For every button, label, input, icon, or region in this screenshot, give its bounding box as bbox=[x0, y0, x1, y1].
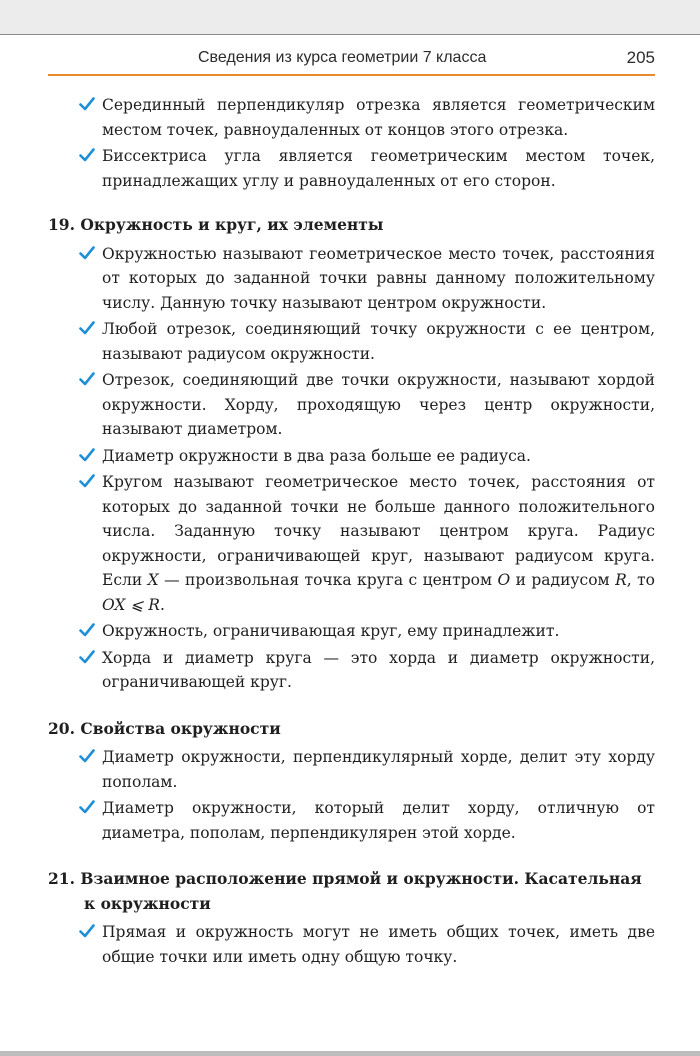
math-middle: — произвольная точка круга с центром bbox=[164, 571, 493, 589]
viewer-top-bar bbox=[0, 0, 700, 35]
math-var-x: X bbox=[147, 571, 159, 589]
math-prefix: Если bbox=[102, 571, 143, 589]
item-text: Диаметр окружности в два раза больше ее радиуса. bbox=[102, 446, 531, 465]
checkmark-icon bbox=[79, 473, 95, 489]
math-var-r: R bbox=[615, 571, 627, 589]
checkmark-icon bbox=[79, 799, 95, 815]
math-relation: OX ⩽ R bbox=[102, 595, 160, 614]
checkmark-icon bbox=[79, 923, 95, 939]
list-item bbox=[48, 317, 655, 366]
checkmark-icon bbox=[79, 622, 95, 638]
checkmark-icon bbox=[79, 371, 95, 387]
list-item bbox=[48, 796, 655, 845]
item-text: Окружность, ограничивающая круг, ему принадлежит. bbox=[102, 622, 560, 640]
item-text: Диаметр окружности, который делит хорду, отличную от диаметра, пополам, перпендикулярен этой хорде. bbox=[102, 799, 655, 842]
item-text: Диаметр окружности, перпендикулярный хорде, делит эту хорду пополам. bbox=[102, 748, 655, 791]
book-page bbox=[0, 35, 700, 1051]
list-item bbox=[48, 93, 655, 142]
item-text: Кругом называют геометрическое место точек, расстояния от которых до заданной точки не больше данного положительного числа. Заданную точку называют центром круга. Радиус окружности, ограничивающей круг, называют радиусом круга. bbox=[102, 473, 655, 565]
item-text: Серединный перпендикуляр отрезка является геометрическим местом точек, равноудаленных от концов этого отрезка. bbox=[102, 96, 655, 139]
list-item bbox=[48, 144, 655, 193]
item-text: Хорда и диаметр круга — это хорда и диаметр окружности, ограничивающей круг. bbox=[102, 648, 655, 691]
running-header bbox=[48, 44, 655, 76]
checkmark-icon bbox=[79, 147, 95, 163]
item-text: Прямая и окружность могут не иметь общих точек, иметь две общие точки или иметь одну общую точку. bbox=[102, 923, 655, 966]
list-item bbox=[48, 242, 655, 316]
checkmark-icon bbox=[79, 447, 95, 463]
math-var-o: O bbox=[497, 571, 511, 589]
list-item bbox=[48, 646, 655, 695]
list-item bbox=[48, 368, 655, 442]
item-text: Отрезок, соединяющий две точки окружности, называют хордой окружности. Хорду, проходящую через центр окружности, называют диаметром. bbox=[102, 371, 655, 438]
checkmark-icon bbox=[79, 96, 95, 112]
section-heading: 20. Свойства окружности bbox=[48, 718, 281, 738]
checkmark-icon bbox=[79, 245, 95, 261]
item-text: Биссектриса угла является геометрическим местом точек, принадлежащих углу и равноудаленных от его сторон. bbox=[102, 147, 655, 190]
list-item bbox=[48, 619, 655, 644]
math-end: . bbox=[159, 595, 165, 614]
page-content bbox=[48, 93, 655, 971]
section-heading: 21. Взаимное расположение прямой и окружности. Касательная к окружности bbox=[48, 869, 642, 913]
checkmark-icon bbox=[79, 649, 95, 665]
list-item bbox=[48, 920, 655, 969]
checkmark-icon bbox=[79, 320, 95, 336]
header-title: Сведения из курса геометрии 7 класса bbox=[198, 49, 487, 66]
list-item bbox=[48, 444, 655, 469]
list-item bbox=[48, 470, 655, 617]
math-and-radius: и радиусом bbox=[515, 571, 610, 589]
list-item bbox=[48, 745, 655, 794]
item-text: Любой отрезок, соединяющий точку окружности с ее центром, называют радиусом окружности. bbox=[102, 320, 655, 363]
checkmark-icon bbox=[79, 748, 95, 764]
item-text: Окружностью называют геометрическое место точек, расстояния от которых до заданной точки равны данному положительному числу. Данную точку называют центром окружности. bbox=[102, 244, 655, 312]
page-number: 205 bbox=[626, 48, 655, 67]
math-then: , то bbox=[626, 571, 655, 589]
section-heading: 19. Окружность и круг, их элементы bbox=[48, 215, 384, 234]
